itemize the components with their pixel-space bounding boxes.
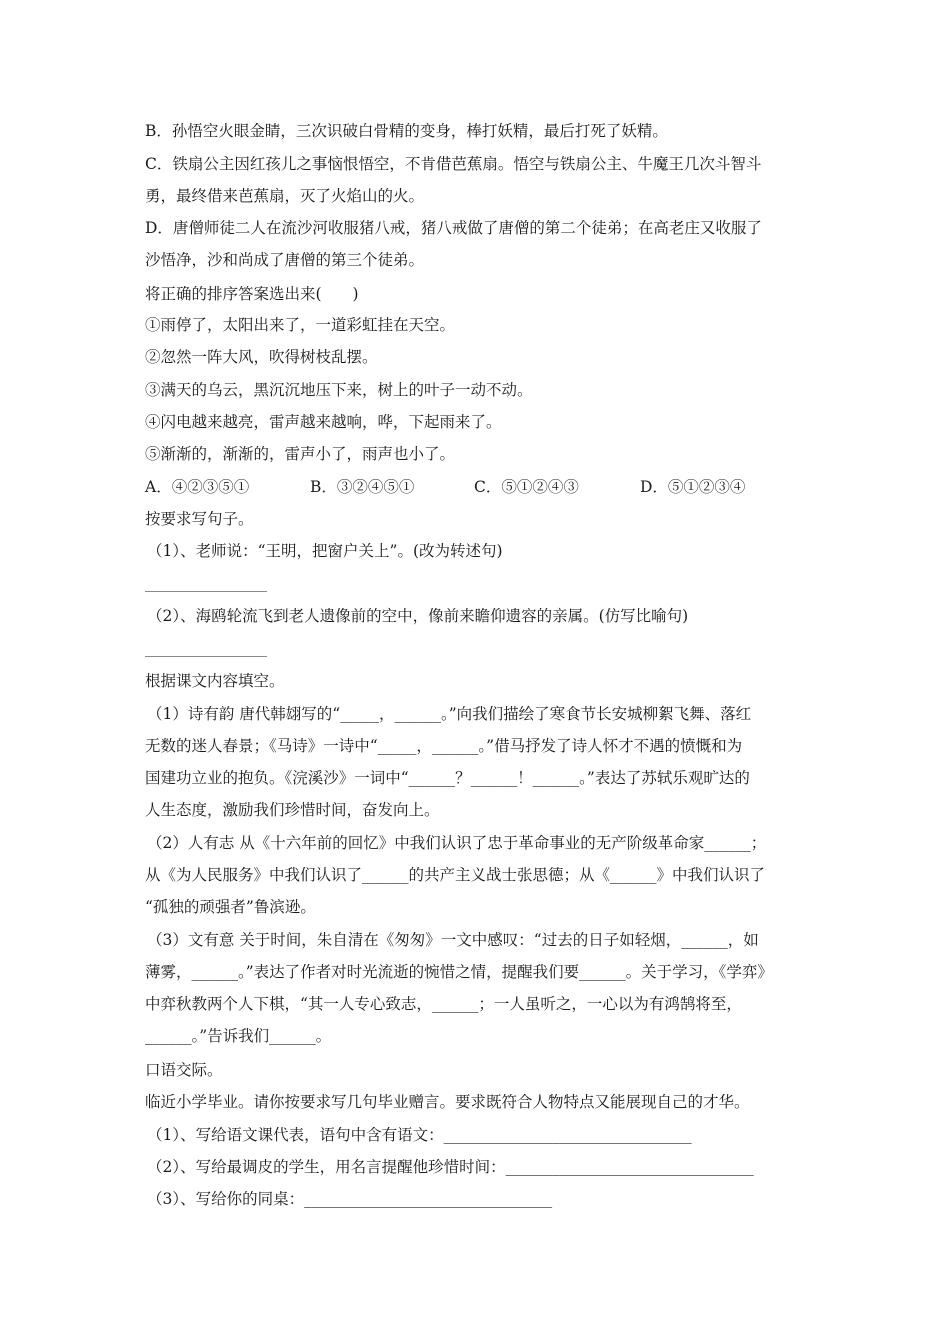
oral-task-2: （2）、写给最调皮的学生，用名言提醒他珍惜时间：________________________________ [147,1158,754,1176]
fill-section-title: 根据课文内容填空。 [145,672,285,690]
fill-p3-line2: 薄雾，______。”表达了作者对时光流逝的惋惜之情，提醒我们要______。关于学习，《学弈》 [145,963,773,981]
fill-p1-line3: 国建功立业的抱负。《浣溪沙》一词中“______？______！______。”表达了苏轼乐观旷达的 [145,769,750,787]
oral-task-1: （1）、写给语文课代表，语句中含有语文：________________________________ [147,1126,692,1144]
oral-intro: 临近小学毕业。请你按要求写几句毕业赠言。要求既符合人物特点又能展现自己的才华。 [145,1093,750,1111]
fill-p2-line2: 从《为人民服务》中我们认识了______的共产主义战士张思德；从《______》中我们认识了 [145,866,766,884]
order-item-5: ⑤渐渐的，渐渐的，雷声小了，雨声也小了。 [145,445,456,463]
fill-p2-line3: “孤独的顽强者”鲁滨逊。 [145,898,316,916]
order-option-c: C．⑤①②④③ [474,478,579,496]
option-c-text-line2: 勇，最终借来芭蕉扇，灭了火焰山的火。 [145,187,425,205]
option-b-text: B．孙悟空火眼金睛，三次识破白骨精的变身，棒打妖精，最后打死了妖精。 [145,122,668,140]
order-item-1: ①雨停了，太阳出来了，一道彩虹挂在天空。 [145,316,456,334]
order-option-a: A．④②③⑤① [145,478,250,496]
order-item-4: ④闪电越来越亮，雷声越来越响，哗，下起雨来了。 [145,413,502,431]
fill-p1-line4: 人生态度，激励我们珍惜时间，奋发向上。 [145,801,440,819]
sentence-task-2: （2）、海鸥轮流飞到老人遗像前的空中，像前来瞻仰遗容的亲属。(仿写比喻句) [147,607,689,625]
order-option-d: D．⑤①②③④ [640,478,746,496]
order-item-2: ②忽然一阵大风，吹得树枝乱摆。 [145,348,378,366]
answer-line-1 [145,591,267,592]
option-c-text-line1: C．铁扇公主因红孩儿之事恼恨悟空，不肯借芭蕉扇。悟空与铁扇公主、牛魔王几次斗智斗 [145,155,762,173]
answer-line-2 [145,656,267,657]
sentence-task-1: （1）、老师说：“王明，把窗户关上”。(改为转述句) [147,542,503,560]
option-d-text-line1: D．唐僧师徒二人在流沙河收服猪八戒，猪八戒做了唐僧的第二个徒弟；在高老庄又收服了 [145,219,762,237]
fill-p1-line2: 无数的迷人春景；《马诗》一诗中“_____，______。”借马抒发了诗人怀才不遇的愤慨和为 [145,737,743,755]
sentence-section-title: 按要求写句子。 [145,510,254,528]
oral-section-title: 口语交际。 [145,1061,223,1079]
fill-p1-line1: （1）诗有韵 唐代韩翃写的“_____，______。”向我们描绘了寒食节长安城柳絮飞舞、落红 [147,705,752,723]
order-question-prompt: 将正确的排序答案选出来( ) [145,285,359,303]
order-option-b: B．③②④⑤① [310,478,415,496]
order-item-3: ③满天的乌云，黑沉沉地压下来，树上的叶子一动不动。 [145,381,533,399]
fill-p3-line1: （3）文有意 关于时间，朱自清在《匆匆》一文中感叹：“过去的日子如轻烟，______，如 [147,931,759,949]
fill-p2-line1: （2）人有志 从《十六年前的回忆》中我们认识了忠于革命事业的无产阶级革命家______； [147,834,767,852]
option-d-text-line2: 沙悟净，沙和尚成了唐僧的第三个徒弟。 [145,251,425,269]
oral-task-3: （3）、写给你的同桌：________________________________ [147,1190,553,1208]
fill-p3-line4: ______。”告诉我们______。 [145,1027,332,1045]
fill-p3-line3: 中弈秋教两个人下棋，“其一人专心致志，______；一人虽听之，一心以为有鸿鹄将至， [145,995,742,1013]
